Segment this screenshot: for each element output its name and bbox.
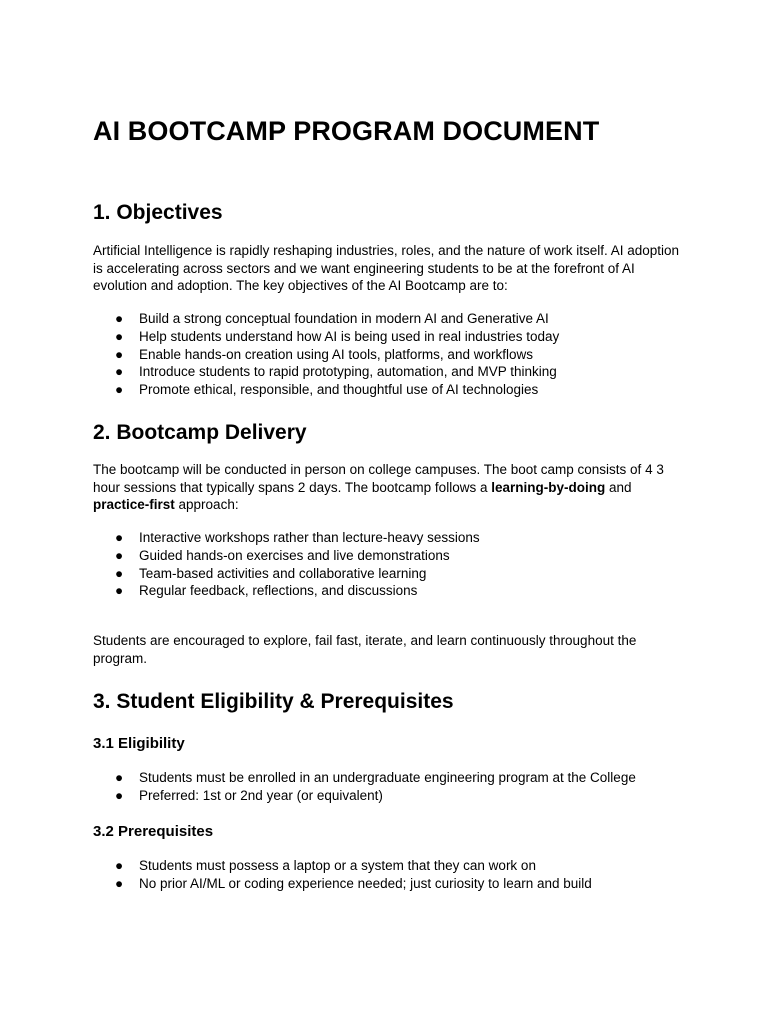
list-item-text: Promote ethical, responsible, and thoughtful use of AI technologies	[139, 382, 539, 398]
list-item	[93, 328, 559, 346]
list-item-text: Regular feedback, reflections, and discussions	[139, 583, 418, 599]
delivery-intro-text: and	[605, 479, 632, 495]
objectives-intro: Artificial Intelligence is rapidly reshaping industries, roles, and the nature of work itself. AI adoption is accelerating across sectors and we want engineering students to be at the forefront of AI evolution and adoption. The key objectives of the AI Bootcamp are to:	[93, 243, 680, 293]
list-item-text: Guided hands-on exercises and live demonstrations	[139, 547, 450, 563]
bullet-icon: ●	[115, 547, 124, 563]
list-item-text: Enable hands-on creation using AI tools, platforms, and workflows	[139, 346, 533, 362]
list-item	[93, 875, 592, 893]
list-item	[93, 857, 592, 875]
bullet-icon: ●	[115, 328, 124, 344]
list-item-text: Help students understand how AI is being used in real industries today	[139, 328, 560, 344]
bullet-icon: ●	[115, 770, 124, 785]
list-item-text: Team-based activities and collaborative learning	[139, 565, 427, 581]
list-item	[93, 787, 636, 805]
list-item	[93, 381, 559, 399]
list-item-text: Introduce students to rapid prototyping, automation, and MVP thinking	[139, 364, 557, 380]
list-item-text: Interactive workshops rather than lecture-heavy sessions	[139, 530, 480, 545]
list-item	[93, 582, 480, 600]
prerequisites-list	[93, 857, 592, 893]
delivery-closing: Students are encouraged to explore, fail fast, iterate, and learn continuously throughout the program.	[93, 633, 637, 666]
delivery-intro-text: approach:	[174, 497, 239, 512]
eligibility-heading: 3. Student Eligibility & Prerequisites	[93, 690, 454, 713]
objectives-list	[93, 310, 559, 399]
bullet-icon: ●	[115, 382, 124, 398]
bullet-icon: ●	[115, 583, 124, 599]
delivery-intro-bold: learning-by-doing	[491, 479, 606, 495]
bullet-icon: ●	[115, 364, 124, 380]
list-item	[93, 529, 480, 547]
delivery-intro-bold: practice-first	[93, 497, 175, 512]
list-item	[93, 346, 559, 364]
eligibility-subheading: 3.1 Eligibility	[93, 735, 185, 752]
bullet-icon: ●	[115, 530, 124, 545]
bullet-icon: ●	[115, 565, 124, 581]
list-item-text: Build a strong conceptual foundation in modern AI and Generative AI	[139, 311, 549, 326]
delivery-intro	[93, 461, 683, 514]
list-item-text: Students must possess a laptop or a system that they can work on	[139, 858, 536, 873]
list-item-text: Preferred: 1st or 2nd year (or equivalent)	[139, 787, 383, 803]
delivery-intro-text: The bootcamp will be conducted in person on college campuses. The boot camp consists of 4 3 hour sessions that typically spans 2 days. The bootcamp follows a	[93, 462, 664, 495]
bullet-icon: ●	[115, 858, 124, 873]
list-item	[93, 310, 559, 328]
list-item-text: Students must be enrolled in an undergraduate engineering program at the College	[139, 770, 636, 785]
list-item	[93, 769, 636, 787]
list-item	[93, 547, 480, 565]
delivery-list	[93, 529, 480, 600]
document-title: AI BOOTCAMP PROGRAM DOCUMENT	[93, 116, 600, 146]
objectives-heading: 1. Objectives	[93, 201, 223, 224]
bullet-icon: ●	[115, 311, 124, 326]
list-item-text: No prior AI/ML or coding experience needed; just curiosity to learn and build	[139, 875, 592, 891]
prerequisites-subheading: 3.2 Prerequisites	[93, 823, 214, 840]
bullet-icon: ●	[115, 787, 124, 803]
list-item	[93, 565, 480, 583]
bullet-icon: ●	[115, 875, 124, 891]
eligibility-list	[93, 769, 636, 805]
bullet-icon: ●	[115, 346, 124, 362]
delivery-heading: 2. Bootcamp Delivery	[93, 421, 307, 444]
list-item	[93, 363, 559, 381]
